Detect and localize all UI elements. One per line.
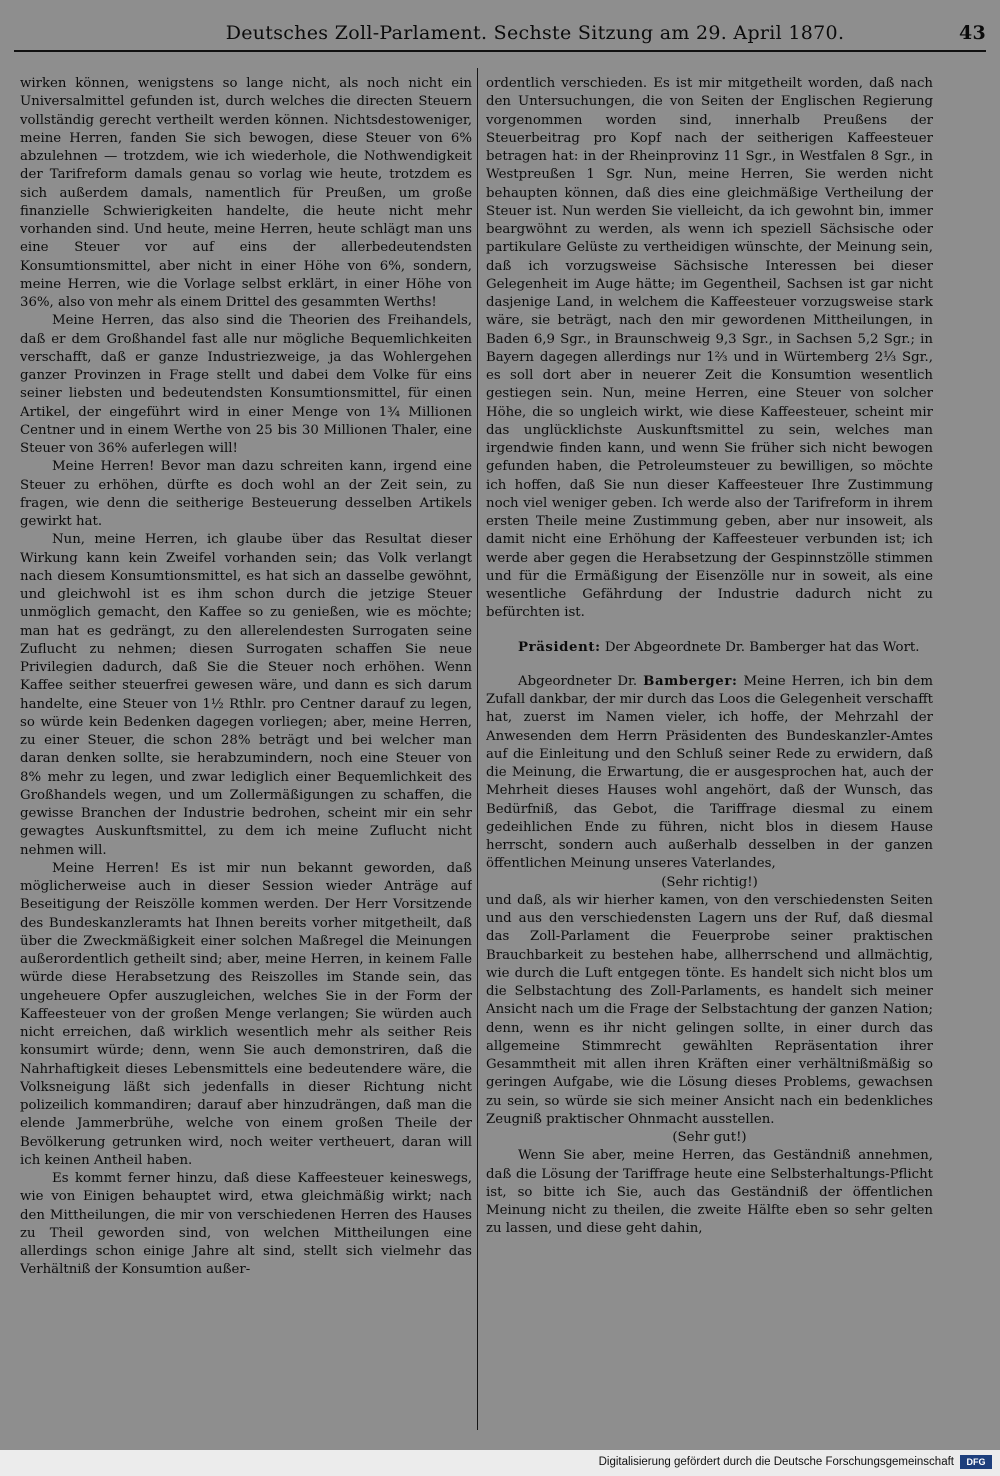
column-divider bbox=[477, 68, 478, 1430]
paragraph: Meine Herren! Es ist mir nun bekannt geworden, daß möglicherweise auch in dieser Session wieder Anträge auf Beseitigung der Reiszölle kommen werden. Der Herr Vorsitzende des Bundeskanzleramts hat Ihnen bereits vorher mitgetheilt, daß über die Zweckmäßigkeit einer solchen Maßregel die Meinungen außerordentlich getheilt sind; aber, meine Herren, in keinem Falle würde diese Herabsetzung des Reiszolles im Stande sein, das ungeheuere Opfer auszugleichen, welches Sie in der Form der Kaffeesteuer von der großen Menge verlangen; Sie würden auch nicht erreichen, daß wirklich wesentlich mehr als seither Reis konsumirt würde; denn, wenn Sie auch demonstriren, daß die Nahrhaftigkeit dieses Lebensmittels eine bedeutendere wäre, die Volksneigung läßt sich jedenfalls in dieser Richtung nicht polizeilich kommandiren; darauf aber hinzudrängen, daß man die elende Jammerbrühe, welche von einem großen Theile der Bevölkerung getrunken wird, noch weiter vertheuert, daran will ich keinen Antheil haben. bbox=[20, 860, 472, 1168]
paragraph: Es kommt ferner hinzu, daß diese Kaffeesteuer keineswegs, wie von Einigen behauptet wird, etwa gleichmäßig wirkt; nach den Mittheilungen, die mir von verschiedenen Herren des Hauses zu Theil geworden sind, von welchen Mittheilungen eine allerdings schon einige Jahre alt sind, stellt sich vielmehr das Verhältniß der Konsumtion außer- bbox=[20, 1171, 472, 1278]
paragraph: und daß, als wir hierher kamen, von den verschiedensten Seiten und aus den verschiedensten Lagern uns der Ruf, daß diesmal das Zoll-Parlament die Feuerprobe seiner praktischen Brauchbarkeit zu bestehen habe, allherrschend und allmächtig, wie durch die Luft entgegen tönte. Es handelt sich nicht blos um die Selbstachtung des Zoll-Parlaments, es handelt sich meiner Ansicht nach um die Frage der Selbstachtung der ganzen Nation; denn, wenn es ihr nicht gelingen sollte, in einer durch das allgemeine Stimmrecht gewählten Repräsentation ihrer Gesammtheit mit allen ihren Kräften einer verhältnißmäßig so geringen Aufgabe, wie die Lösung dieses Problems, gewachsen zu sein, so würde sie sich meiner Ansicht nach ein bedenkliches Zeugniß praktischer Ohnmacht ausstellen. bbox=[486, 892, 933, 1127]
speech-text: Meine Herren, ich bin dem Zufall dankbar, der mir durch das Loos die Gelegenheit verschafft hat, zuerst im Namen vieler, ich hoffe, der Mehrzahl der Anwesenden dem Herrn Präsidenten des Bundeskanzler-Amtes auf die Einleitung und den Schluß seiner Rede zu erwidern, daß die Meinung, die Erwartung, die er ausgesprochen hat, auch der Mehrheit dieses Hauses wohl angehört, daß der Wunsch, das Bedürfniß, das Gebot, die Tariffrage diesmal zu einem gedeihlichen Ende zu führen, nicht blos in diesem Hause herrscht, sondern auch außerhalb desselben in der ganzen öffentlichen Meinung unseres Vaterlandes, bbox=[486, 673, 933, 872]
interjection: (Sehr richtig!) bbox=[661, 874, 758, 890]
paragraph: wirken können, wenigstens so lange nicht, als noch nicht ein Universalmittel gefunden ist, durch welches die directen Steuern vollständig gerecht vertheilt werden können. Nichtsdestoweniger, meine Herren, fanden Sie sich bewogen, diese Steuer von 6% abzulehnen — trotzdem, wie ich wiederhole, die Nothwendigkeit der Tarifreform damals genau so vorlag wie heute, trotzdem es sich außerdem damals, namentlich für Preußen, um große finanzielle Schwierigkeiten handelte, die heute nicht mehr vorhanden sind. Und heute, meine Herren, heute schlägt man uns eine Steuer vor auf eins der allerbedeutendsten Konsumtionsmittel, aber nicht in einer Höhe von 6%, sondern, meine Herren, wie die Vorlage selbst erklärt, in einer Höhe von 36%, also von mehr als einem Drittel des gesammten Werths! bbox=[20, 76, 472, 310]
page-header bbox=[14, 14, 986, 52]
paragraph: Nun, meine Herren, ich glaube über das Resultat dieser Wirkung kann kein Zweifel vorhanden sein; das Volk verlangt nach diesem Konsumtionsmittel, es hat sich an dasselbe gewöhnt, und gleichwohl ist es ihm schon durch die jetzige Steuer unmöglich gemacht, den Kaffee so zu genießen, wie es möchte; man hat es gedrängt, zu den allerelendesten Surrogaten seine Zuflucht zu nehmen; diesen Surrogaten schaffen Sie neue Privilegien dadurch, daß Sie die Steuer noch erhöhen. Wenn Kaffee seither steuerfrei gewesen wäre, und dann es sich darum handelte, eine Steuer von 1½ Rthlr. pro Centner darauf zu legen, so würde kein Bedenken dagegen vorliegen; aber, meine Herren, zu einer Steuer, die schon 28% beträgt und bei welcher man daran denken sollte, sie herabzumindern, noch eine Steuer von 8% mehr zu legen, und zwar lediglich einer Bequemlichkeit des Großhandels wegen, und um Zollermäßigungen zu schaffen, die gewisse Branchen der Industrie bedrohen, scheint mir ein sehr gewagtes Auskunftsmittel, zu dem ich meine Zuflucht nicht nehmen will. bbox=[20, 532, 472, 858]
header-title: Deutsches Zoll-Parlament. Sechste Sitzung am 29. April 1870. bbox=[225, 22, 845, 44]
paragraph: ordentlich verschieden. Es ist mir mitgetheilt worden, daß nach den Untersuchungen, die von Seiten der Englischen Regierung vorgenommen worden sind, innerhalb Preußens der Steuerbeitrag pro Kopf nach der seitherigen Kaffeesteuer betragen hat: in der Rheinprovinz 11 Sgr., in Westfalen 8 Sgr., in Westpreußen 1 Sgr. Nun, meine Herren, Sie werden nicht behaupten können, daß dies eine gleichmäßige Vertheilung der Steuer ist. Nun werden Sie vielleicht, da ich gewohnt bin, immer beargwöhnt zu werden, als wenn ich speziell Sächsische oder partikulare Gelüste zu vertheidigen wünschte, der Meinung sein, daß ich vorzugsweise Sächsische Interessen bei dieser Gelegenheit im Auge hätte; im Gegentheil, Sachsen ist gar nicht dasjenige Land, in welchem die Kaffeesteuer vorzugsweise stark wäre, sie beträgt, nach den mir gewordenen Mittheilungen, in Baden 6,9 Sgr., in Braunschweig 9,3 Sgr., in Sachsen 5,2 Sgr.; in Bayern dagegen allerdings nur 1⅔ und in Würtemberg 2⅓ Sgr., es soll dort aber in neuerer Zeit die Konsumtion wesentlich gestiegen sein. Nun, meine Herren, eine Steuer von solcher Höhe, die so ungleich wirkt, wie diese Kaffeesteuer, scheint mir das unglücklichste Auskunftsmittel zu sein, welches man irgendwie finden kann, und wenn Sie früher sich nicht bewogen gefunden haben, die Petroleumsteuer zu bewilligen, so möchte ich hoffen, daß Sie nun dieser Kaffeesteuer Ihre Zustimmung noch viel weniger geben. Ich werde also der Tarifreform in ihrem ersten Theile meine Zustimmung geben, aber nur insoweit, als damit nicht eine Erhöhung der Kaffeesteuer verbunden ist; ich werde aber gegen die Herabsetzung der Gespinnstzölle stimmen und für die Ermäßigung der Eisenzölle nur in soweit, als eine wesentliche Gefährdung der Industrie dadurch nicht zu befürchten ist. bbox=[486, 76, 933, 621]
paragraph: Meine Herren! Bevor man dazu schreiten kann, irgend eine Steuer zu erhöhen, dürfte es doch wohl an der Zeit sein, zu fragen, wie denn die seitherige Besteuerung desselben Artikels gewirkt hat. bbox=[20, 459, 472, 529]
paragraph: Meine Herren, das also sind die Theorien des Freihandels, daß er dem Großhandel fast alle nur mögliche Bequemlichkeiten verschafft, daß er ganze Industriezweige, ja das Wohlergehen ganzer Provinzen in Frage stellt und dabei dem Volke für eins seiner liebsten und bedeutendsten Konsumtionsmittel, für einen Artikel, der eingeführt wird in einer Menge von 1¾ Millionen Centner und in einem Werthe von 25 bis 30 Millionen Thaler, eine Steuer von 36% auferlegen will! bbox=[20, 313, 472, 456]
bamberger-speech bbox=[486, 673, 933, 874]
speaker-title: Abgeordneter Dr. bbox=[518, 673, 638, 689]
footer-text: Digitalisierung gefördert durch die Deutsche Forschungsgemeinschaft bbox=[598, 1456, 954, 1468]
paragraph: Wenn Sie aber, meine Herren, das Geständniß annehmen, daß die Lösung der Tariffrage heute eine Selbsterhaltungs-Pflicht ist, so bitte ich Sie, auch das Geständniß der öffentlichen Meinung nicht zu theilen, die zweite Hälfte eben so sehr gelten zu lassen, und diese geht dahin, bbox=[486, 1148, 933, 1237]
page-number: 43 bbox=[958, 22, 986, 44]
digitization-footer bbox=[0, 1450, 1000, 1476]
left-column bbox=[20, 75, 472, 1430]
interjection: (Sehr gut!) bbox=[672, 1130, 747, 1145]
speaker-name: Präsident: bbox=[518, 639, 601, 655]
dfg-logo: DFG bbox=[960, 1455, 992, 1469]
statement-text: Der Abgeordnete Dr. Bamberger hat das Wort. bbox=[604, 639, 920, 655]
speaker-name: Bamberger: bbox=[643, 673, 738, 689]
right-column bbox=[486, 75, 933, 1430]
president-statement bbox=[486, 639, 933, 657]
